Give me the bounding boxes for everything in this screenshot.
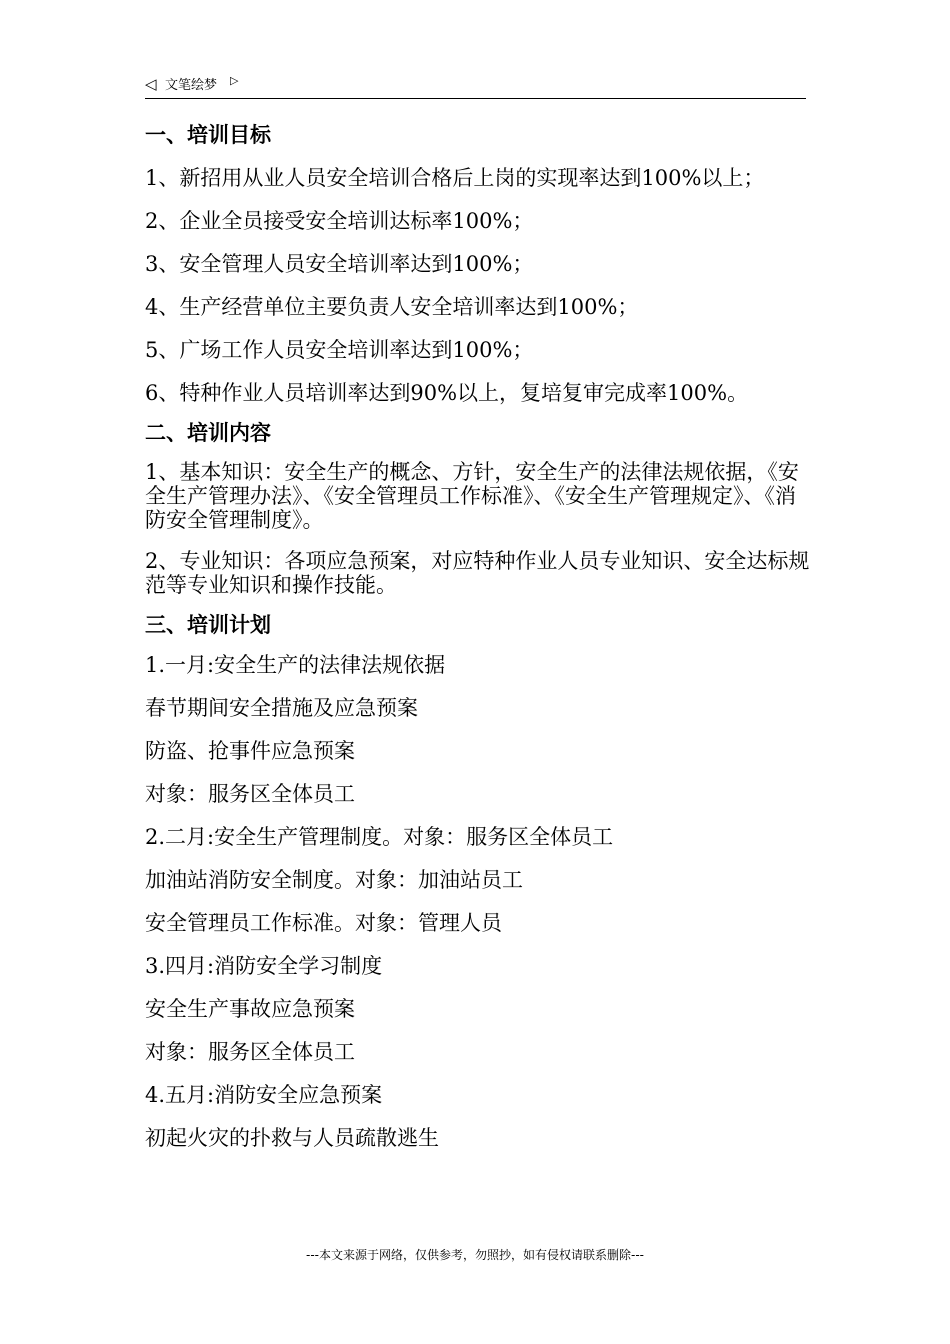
plan-item: 安全管理员工作标准。对象：管理人员 [145,911,502,935]
goal-item: 4、生产经营单位主要负责人安全培训率达到100%； [145,295,639,319]
plan-item: 3.四月:消防安全学习制度 [145,954,383,978]
plan-item: 安全生产事故应急预案 [145,997,355,1021]
plan-item: 对象：服务区全体员工 [145,1040,355,1064]
section-heading-plan: 三、培训计划 [145,613,271,637]
page-header [145,74,806,99]
section-heading-content: 二、培训内容 [145,421,271,445]
content-item: 2、专业知识：各项应急预案，对应特种作业人员专业知识、安全达标规范等专业知识和操作技能。 [145,549,810,597]
goal-item: 1、新招用从业人员安全培训合格后上岗的实现率达到100%以上； [145,166,765,190]
plan-item: 对象：服务区全体员工 [145,782,355,806]
plan-item: 2.二月:安全生产管理制度。对象：服务区全体员工 [145,825,614,849]
plan-item: 加油站消防安全制度。对象：加油站员工 [145,868,523,892]
plan-item: 春节期间安全措施及应急预案 [145,696,418,720]
document-body [145,120,810,1150]
content-item: 1、基本知识：安全生产的概念、方针，安全生产的法律法规依据，《安全生产管理办法》、《安全管理员工作标准》、《安全生产管理规定》、《消防安全管理制度》。 [145,460,799,532]
goal-item: 3、安全管理人员安全培训率达到100%； [145,252,534,276]
plan-item: 初起火灾的扑救与人员疏散逃生 [145,1126,439,1150]
plan-item: 1.一月:安全生产的法律法规依据 [145,653,446,677]
header-brand: 文笔绘梦 [165,78,218,93]
plan-item: 4.五月:消防安全应急预案 [145,1083,383,1107]
goal-item: 5、广场工作人员安全培训率达到100%； [145,338,534,362]
goal-item: 2、企业全员接受安全培训达标率100%； [145,209,534,233]
triangle-right-icon: ▷ [230,74,239,87]
footer-disclaimer: ---本文来源于网络，仅供参考，勿照抄，如有侵权请联系删除--- [306,1248,644,1262]
goal-item: 6、特种作业人员培训率达到90%以上，复培复审完成率100%。 [145,381,749,405]
plan-item: 防盗、抢事件应急预案 [145,739,355,763]
section-heading-goals: 一、培训目标 [145,123,271,147]
triangle-left-icon: ◁ [145,75,157,93]
